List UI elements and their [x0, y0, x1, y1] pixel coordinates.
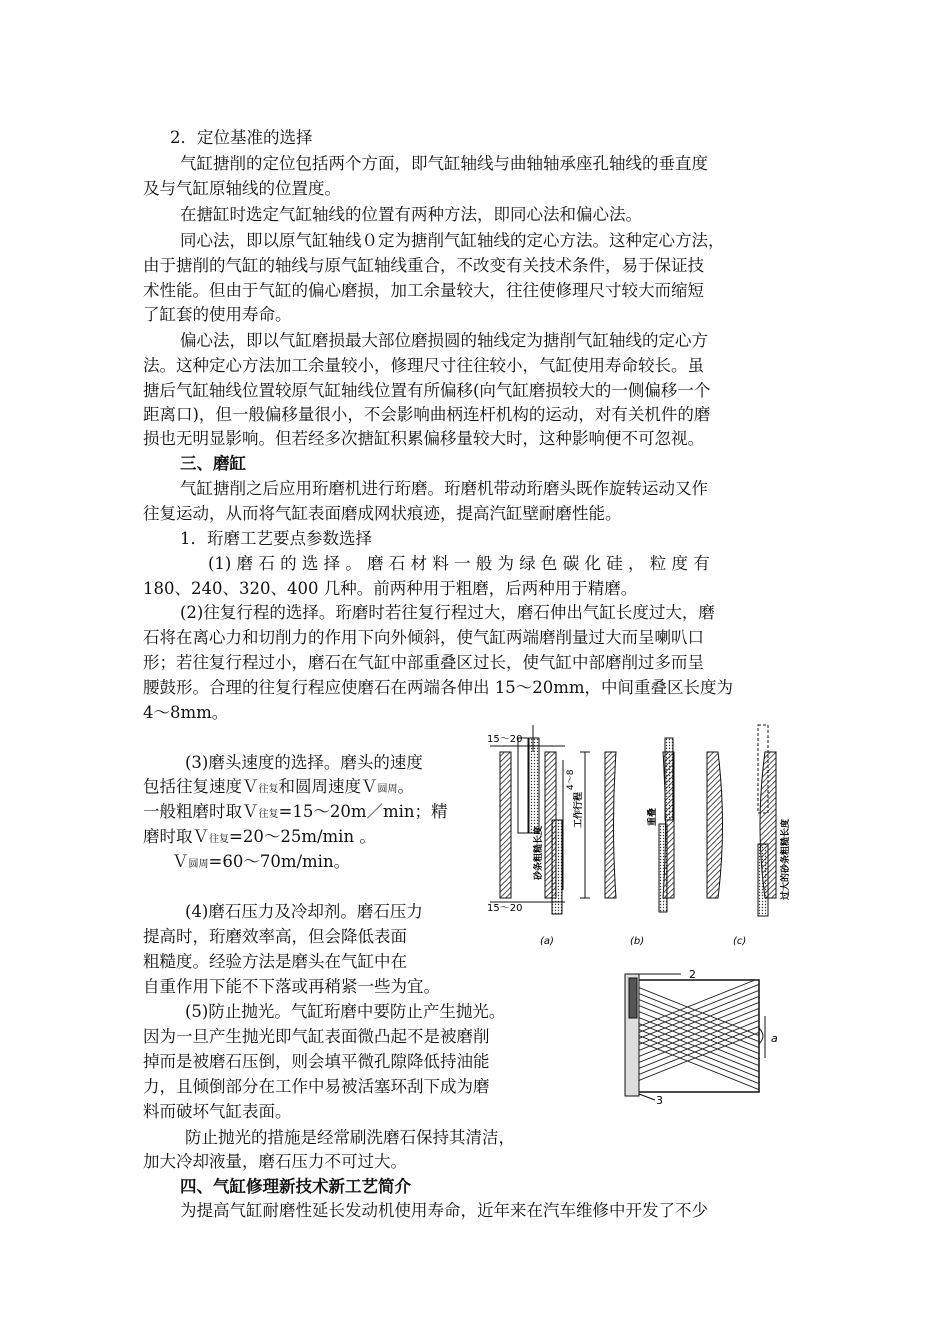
- overlap-zone-label: 重叠: [648, 807, 658, 826]
- paragraph-line: (2)往复行程的选择。珩磨时若往复行程过大，磨石伸出气缸长度过大，磨: [180, 603, 715, 622]
- paragraph-line: 在搪缸时选定气缸轴线的位置有两种方法，即同心法和偏心法。: [180, 205, 642, 224]
- paragraph-line: 料而破坏气缸表面。: [143, 1102, 292, 1121]
- paragraph-line: 气缸搪削之后应用珩磨机进行珩磨。珩磨机带动珩磨头既作旋转运动又作: [180, 479, 708, 498]
- sub-heading-honing-params: 1．珩磨工艺要点参数选择: [180, 529, 372, 548]
- stone-length-label: 砂条粗糙长度: [534, 825, 544, 880]
- paragraph-line: 提高时，珩磨效率高，但会降低表面: [143, 927, 407, 946]
- paragraph-line: 距离口)，但一般偏移量很小，不会影响曲柄连杆机构的运动，对有关机件的磨: [143, 405, 711, 424]
- callout-3: 3: [656, 1094, 663, 1107]
- paragraph-line: 形；若往复行程过小，磨石在气缸中部重叠区过长，使气缸中部磨削过多而呈: [143, 653, 704, 672]
- paragraph-line: 由于搪削的气缸的轴线与原气缸轴线重合，不改变有关技术条件，易于保证技: [143, 256, 704, 275]
- paragraph-line: 往复运动，从而将气缸表面磨成网状痕迹，提高汽缸壁耐磨性能。: [143, 504, 622, 523]
- diagram-c: [707, 725, 791, 947]
- paragraph-line: Ｖ圆周=60～70m/min。: [172, 852, 351, 871]
- paragraph-line: (4)磨石压力及冷却剂。磨石压力: [185, 902, 423, 921]
- paragraph-line: 自重作用下能不下落或再稍紧一些为宜。: [143, 977, 440, 996]
- paragraph-line: 气缸搪削的定位包括两个方面，即气缸轴线与曲轴轴承座孔轴线的垂直度: [180, 154, 708, 173]
- callout-2: 2: [689, 968, 696, 981]
- overlap-dim-label: 4～8: [566, 769, 576, 790]
- paragraph-line: 防止抛光的措施是经常刷洗磨石保持其清洁，: [185, 1128, 515, 1147]
- paragraph-line: 术性能。但由于气缸的偏心磨损，加工余量较大，往往使修理尺寸较大而缩短: [143, 281, 704, 300]
- paragraph-line: (1) 磨 石 的 选 择 。 磨 石 材 料 一 般 为 绿 色 碳 化 硅 ， 粒 度 有: [208, 554, 710, 573]
- paragraph-line: 法。这种定心方法加工余量较小，修理尺寸往往较小，气缸使用寿命较长。虽: [143, 356, 704, 375]
- diagram-b: [605, 738, 674, 947]
- paragraph-line: 掉而是被磨石压倒，则会填平微孔隙降低持油能: [143, 1052, 490, 1071]
- long-stone-label: 过大的砂条粗糙长度: [781, 818, 791, 900]
- paragraph-line: 加大冷却液量，磨石压力不可过大。: [143, 1152, 407, 1171]
- paragraph-line: 及与气缸原轴线的位置度。: [143, 179, 341, 198]
- section-heading-positioning: 2．定位基准的选择: [170, 128, 313, 147]
- paragraph-line: (3)磨头速度的选择。磨头的速度: [185, 753, 423, 772]
- paragraph-line: 为提高气缸耐磨性延长发动机使用寿命，近年来在汽车维修中开发了不少: [180, 1201, 708, 1220]
- angle-alpha-label: a: [771, 1032, 778, 1045]
- paragraph-line: 腰鼓形。合理的往复行程应使磨石在两端各伸出 15～20mm，中间重叠区长度为: [143, 678, 734, 697]
- paragraph-line: 粗糙度。经验方法是磨头在气缸中在: [143, 952, 407, 971]
- paragraph-line: 偏心法，即以气缸磨损最大部位磨损圆的轴线定为搪削气缸轴线的定心方: [180, 331, 708, 350]
- section-heading-new-tech: 四、气缸修理新技术新工艺简介: [180, 1177, 411, 1196]
- paragraph-line: 因为一旦产生抛光即气缸表面微凸起不是被磨削: [143, 1027, 490, 1046]
- paragraph-line: 包括往复速度Ｖ往复和圆周速度Ｖ圆周。: [143, 777, 414, 796]
- dim-top-label: 15～20: [487, 734, 523, 745]
- working-stroke-label: 工作行程: [574, 791, 584, 828]
- caption-c: (c): [733, 936, 747, 947]
- paragraph-line: 180、240、320、400 几种。前两种用于粗磨，后两种用于精磨。: [143, 579, 638, 598]
- paragraph-line: 损也无明显影响。但若经多次搪缸积累偏移量较大时，这种影响便不可忽视。: [143, 429, 704, 448]
- caption-b: (b): [630, 936, 645, 947]
- paragraph-line: 磨时取Ｖ往复=20～25m/min 。: [143, 827, 376, 846]
- paragraph-line: 石将在离心力和切削力的作用下向外倾斜，使气缸两端磨削量过大而呈喇叭口: [143, 628, 704, 647]
- section-heading-grinding: 三、磨缸: [180, 454, 246, 473]
- paragraph-line: 4～8mm。: [143, 703, 229, 722]
- crosshatch-pattern-figure: [615, 962, 795, 1110]
- paragraph-line: (5)防止抛光。气缸珩磨中要防止产生抛光。: [185, 1002, 506, 1021]
- diagram-a: [487, 725, 590, 947]
- dim-bottom-label: 15～20: [487, 903, 523, 914]
- paragraph-line: 搪后气缸轴线位置较原气缸轴线位置有所偏移(向气缸磨损较大的一侧偏移一个: [143, 381, 711, 400]
- paragraph-line: 了缸套的使用寿命。: [143, 305, 292, 324]
- caption-a: (a): [540, 936, 554, 947]
- paragraph-line: 同心法，即以原气缸轴线０定为搪削气缸轴线的定心方法。这种定心方法，: [180, 231, 725, 250]
- paragraph-line: 一般粗磨时取Ｖ往复=15～20m／min；精: [143, 802, 448, 821]
- honing-stroke-figure: [485, 720, 805, 960]
- paragraph-line: 力，且倾倒部分在工作中易被活塞环刮下成为磨: [143, 1077, 490, 1096]
